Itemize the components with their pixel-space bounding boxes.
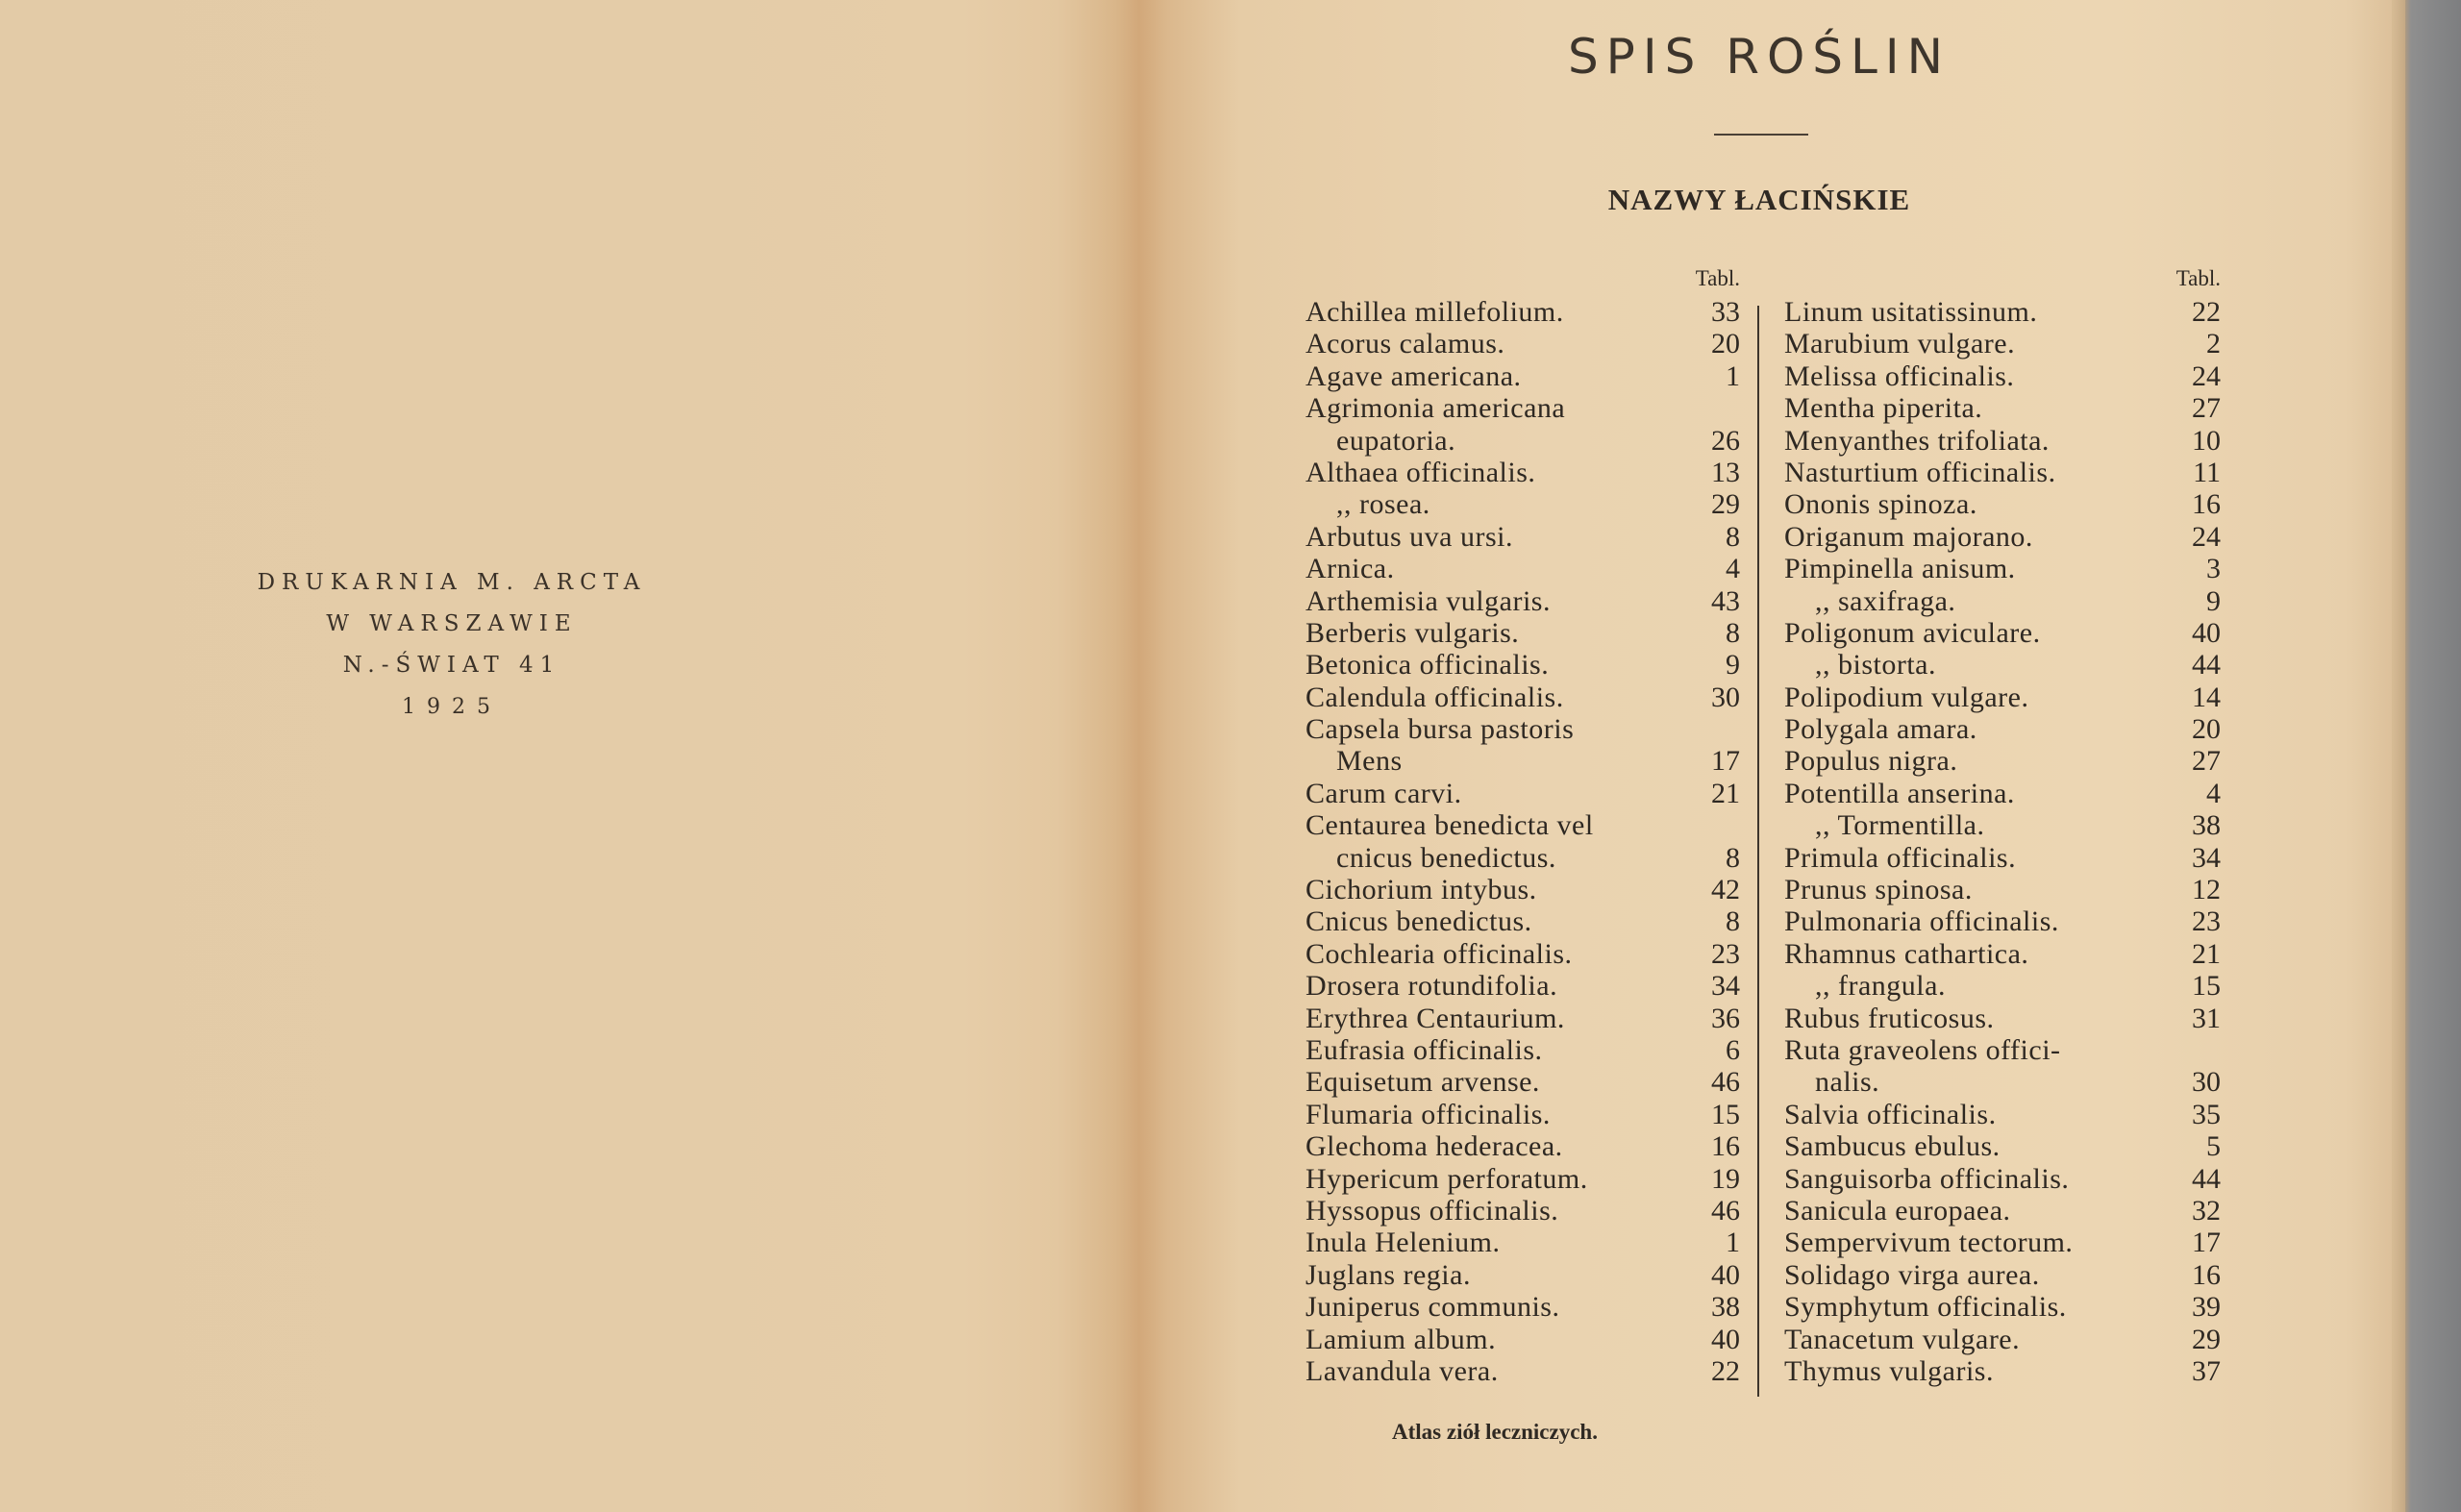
index-entry	[1784, 905, 2221, 937]
index-entry	[1305, 1066, 1740, 1098]
plate-number: 20	[2192, 713, 2221, 746]
plant-name: Capsela bursa pastoris	[1305, 713, 1575, 746]
index-entry	[1305, 296, 1740, 328]
index-entry	[1784, 1034, 2221, 1066]
index-entry	[1305, 1163, 1740, 1195]
plant-name: Sanicula europaea.	[1784, 1194, 2011, 1227]
index-entry	[1305, 1034, 1740, 1066]
plate-number: 14	[2192, 681, 2221, 713]
imprint-city: W WARSZAWIE	[326, 611, 578, 636]
plate-number: 31	[2192, 1002, 2221, 1034]
index-entry	[1305, 745, 1740, 777]
plant-name: ,, Tormentilla.	[1815, 809, 1985, 842]
plate-number: 40	[2192, 616, 2221, 649]
plate-number: 39	[2192, 1291, 2221, 1324]
plate-number: 6	[1726, 1033, 1740, 1066]
index-entry	[1784, 1130, 2221, 1162]
index-entry	[1305, 842, 1740, 874]
index-entry	[1784, 1195, 2221, 1227]
plant-name: Ononis spinoza.	[1784, 488, 1977, 521]
plant-name: Hypericum perforatum.	[1305, 1162, 1588, 1195]
plant-name: Populus nigra.	[1784, 745, 1958, 778]
plate-number: 11	[2193, 456, 2221, 488]
index-entry	[1784, 649, 2221, 681]
plant-name: Calendula officinalis.	[1305, 681, 1564, 713]
index-entry	[1305, 328, 1740, 359]
plate-number: 44	[2192, 1162, 2221, 1195]
index-entry	[1784, 874, 2221, 905]
index-entry	[1784, 938, 2221, 970]
index-entry	[1305, 1195, 1740, 1227]
plate-number: 16	[1711, 1130, 1740, 1163]
plate-number: 34	[2192, 841, 2221, 874]
index-entry	[1305, 905, 1740, 937]
plant-name: Solidago virga aurea.	[1784, 1258, 2040, 1291]
plant-name: Pimpinella anisum.	[1784, 553, 2016, 585]
plate-number: 30	[2192, 1066, 2221, 1099]
plant-name: Carum carvi.	[1305, 777, 1462, 809]
plate-number: 35	[2192, 1098, 2221, 1130]
plant-name: Thymus vulgaris.	[1784, 1354, 1994, 1387]
plate-number: 8	[1726, 520, 1740, 553]
plant-name: ,, bistorta.	[1815, 649, 1936, 682]
plate-number: 46	[1711, 1066, 1740, 1099]
plate-number: 23	[1711, 937, 1740, 970]
index-entry	[1784, 682, 2221, 713]
index-entry	[1305, 1355, 1740, 1387]
plant-name: Cichorium intybus.	[1305, 874, 1537, 906]
index-entry	[1305, 1130, 1740, 1162]
index-entry	[1784, 425, 2221, 457]
imprint-year: 1925	[402, 695, 502, 719]
plant-name: Berberis vulgaris.	[1305, 616, 1520, 649]
plant-name: Eufrasia officinalis.	[1305, 1033, 1543, 1066]
index-entry	[1784, 360, 2221, 392]
plant-name: Melissa officinalis.	[1784, 359, 2015, 392]
plant-name: Potentilla anserina.	[1784, 777, 2015, 809]
plate-number: 38	[1711, 1291, 1740, 1324]
index-entry	[1784, 585, 2221, 617]
plant-name: Rubus fruticosus.	[1784, 1002, 1995, 1034]
plant-name: Lamium album.	[1305, 1323, 1497, 1355]
plate-number: 15	[2192, 970, 2221, 1003]
index-entry	[1305, 553, 1740, 584]
index-entry	[1305, 1099, 1740, 1130]
title-rule	[1714, 134, 1808, 136]
page-edge	[2392, 0, 2405, 1512]
plate-number: 27	[2192, 745, 2221, 778]
index-entry	[1784, 713, 2221, 745]
index-entry	[1305, 649, 1740, 681]
index-entry	[1784, 745, 2221, 777]
plate-number: 21	[2192, 937, 2221, 970]
plant-name: Salvia officinalis.	[1784, 1098, 1997, 1130]
index-entry	[1305, 457, 1740, 488]
index-entry	[1305, 585, 1740, 617]
index-entry	[1305, 488, 1740, 520]
plate-number: 42	[1711, 874, 1740, 906]
plant-name: Agrimonia americana	[1305, 392, 1566, 425]
index-entry	[1784, 488, 2221, 520]
index-entry	[1784, 1355, 2221, 1387]
plant-name: ,, saxifraga.	[1815, 584, 1956, 617]
plate-number: 4	[1726, 553, 1740, 585]
imprint-printer: DRUKARNIA M. ARCTA	[257, 570, 647, 595]
plate-number: 17	[1711, 745, 1740, 778]
plate-number: 44	[2192, 649, 2221, 682]
index-entry	[1784, 1227, 2221, 1258]
plate-number: 37	[2192, 1354, 2221, 1387]
plate-number: 8	[1726, 616, 1740, 649]
index-entry	[1784, 842, 2221, 874]
index-entry	[1305, 1003, 1740, 1034]
plant-name: Polipodium vulgare.	[1784, 681, 2029, 713]
plant-name: Symphytum officinalis.	[1784, 1291, 2067, 1324]
imprint-address: N.-ŚWIAT 41	[342, 653, 561, 678]
index-entry	[1784, 457, 2221, 488]
page-title: SPIS ROŚLIN	[1567, 29, 1951, 85]
plant-name: Ruta graveolens offici-	[1784, 1033, 2061, 1066]
index-entry	[1784, 328, 2221, 359]
index-entry	[1784, 1259, 2221, 1291]
plate-number: 16	[2192, 1258, 2221, 1291]
plate-number: 24	[2192, 359, 2221, 392]
plant-name: Marubium vulgare.	[1784, 328, 2016, 360]
plant-name: Polygala amara.	[1784, 713, 1977, 746]
plant-name: Juglans regia.	[1305, 1258, 1471, 1291]
plate-number: 2	[2206, 328, 2221, 360]
index-entry	[1305, 521, 1740, 553]
column-header-tabl: Tabl.	[2175, 266, 2221, 290]
page-footer: Atlas ziół leczniczych.	[1392, 1420, 1598, 1444]
plant-name: Agave americana.	[1305, 359, 1522, 392]
index-entry	[1305, 713, 1740, 745]
printer-imprint	[183, 562, 721, 728]
index-entry	[1784, 1324, 2221, 1355]
index-entry	[1305, 809, 1740, 841]
plant-name: cnicus benedictus.	[1336, 841, 1556, 874]
plant-name: Sambucus ebulus.	[1784, 1130, 2001, 1163]
column-divider	[1757, 306, 1759, 1397]
plant-name: Erythrea Centaurium.	[1305, 1002, 1565, 1034]
index-entry	[1784, 521, 2221, 553]
plant-name: Mens	[1336, 745, 1403, 778]
plate-number: 13	[1711, 456, 1740, 488]
plant-name: Inula Helenium.	[1305, 1227, 1501, 1259]
index-entry	[1784, 1163, 2221, 1195]
plate-number: 20	[1711, 328, 1740, 360]
plate-number: 9	[1726, 649, 1740, 682]
plate-number: 22	[1711, 1354, 1740, 1387]
plant-name: Juniperus communis.	[1305, 1291, 1560, 1324]
plate-number: 30	[1711, 681, 1740, 713]
index-entry	[1305, 938, 1740, 970]
plant-name: Rhamnus cathartica.	[1784, 937, 2029, 970]
plate-number: 16	[2192, 488, 2221, 521]
index-entry	[1784, 1099, 2221, 1130]
plate-number: 26	[1711, 424, 1740, 457]
plant-name: Primula officinalis.	[1784, 841, 2017, 874]
column-header-tabl: Tabl.	[1695, 266, 1740, 290]
plant-name: Althaea officinalis.	[1305, 456, 1536, 488]
plant-name: Centaurea benedicta vel	[1305, 809, 1594, 842]
plate-number: 29	[1711, 488, 1740, 521]
index-entry	[1305, 682, 1740, 713]
index-entry	[1305, 874, 1740, 905]
plate-number: 43	[1711, 584, 1740, 617]
plate-number: 4	[2206, 777, 2221, 809]
plate-number: 1	[1726, 1227, 1740, 1259]
plant-name: Flumaria officinalis.	[1305, 1098, 1551, 1130]
plate-number: 33	[1711, 296, 1740, 328]
index-entry	[1305, 392, 1740, 424]
plate-number: 9	[2206, 584, 2221, 617]
plant-name: Arbutus uva ursi.	[1305, 520, 1513, 553]
plant-name: ,, frangula.	[1815, 970, 1946, 1003]
plant-name: Sanguisorba officinalis.	[1784, 1162, 2070, 1195]
plate-number: 40	[1711, 1323, 1740, 1355]
section-subtitle: NAZWY ŁACIŃSKIE	[1607, 183, 1911, 216]
plant-name: Sempervivum tectorum.	[1784, 1227, 2074, 1259]
index-entry	[1784, 1066, 2221, 1098]
plate-number: 21	[1711, 777, 1740, 809]
index-column-left	[1305, 261, 1740, 1387]
plate-number: 46	[1711, 1194, 1740, 1227]
plant-name: Nasturtium officinalis.	[1784, 456, 2056, 488]
plant-name: Drosera rotundifolia.	[1305, 970, 1558, 1003]
index-entry	[1305, 1227, 1740, 1258]
plant-name: Poligonum aviculare.	[1784, 616, 2041, 649]
plate-number: 23	[2192, 905, 2221, 938]
plate-number: 36	[1711, 1002, 1740, 1034]
index-entry	[1784, 778, 2221, 809]
index-entry	[1784, 392, 2221, 424]
plate-number: 38	[2192, 809, 2221, 842]
plant-name: Arthemisia vulgaris.	[1305, 584, 1551, 617]
plant-name: Cochlearia officinalis.	[1305, 937, 1573, 970]
index-entry	[1305, 617, 1740, 649]
index-entry	[1784, 617, 2221, 649]
index-column-right	[1784, 261, 2221, 1387]
plate-number: 3	[2206, 553, 2221, 585]
plate-number: 29	[2192, 1323, 2221, 1355]
plant-name: eupatoria.	[1336, 424, 1456, 457]
plant-name: Pulmonaria officinalis.	[1784, 905, 2059, 938]
plate-number: 8	[1726, 905, 1740, 938]
plate-number: 40	[1711, 1258, 1740, 1291]
index-entry	[1784, 970, 2221, 1002]
plant-name: Prunus spinosa.	[1784, 874, 1973, 906]
plate-number: 34	[1711, 970, 1740, 1003]
plant-name: Cnicus benedictus.	[1305, 905, 1532, 938]
plate-number: 27	[2192, 392, 2221, 425]
index-entry	[1305, 970, 1740, 1002]
plant-name: Acorus calamus.	[1305, 328, 1505, 360]
plant-name: Linum usitatissinum.	[1784, 296, 2038, 328]
index-entry	[1305, 360, 1740, 392]
plate-number: 5	[2206, 1130, 2221, 1163]
index-entry	[1784, 296, 2221, 328]
plant-name: Origanum majorano.	[1784, 520, 2033, 553]
index-entry	[1305, 778, 1740, 809]
plate-number: 17	[2192, 1227, 2221, 1259]
plant-name: nalis.	[1815, 1066, 1880, 1099]
index-entry	[1305, 425, 1740, 457]
plant-name: Glechoma hederacea.	[1305, 1130, 1563, 1163]
index-entry	[1784, 1003, 2221, 1034]
plant-name: ,, rosea.	[1336, 488, 1430, 521]
plant-name: Achillea millefolium.	[1305, 296, 1564, 328]
plant-name: Betonica officinalis.	[1305, 649, 1550, 682]
plate-number: 12	[2192, 874, 2221, 906]
plate-number: 19	[1711, 1162, 1740, 1195]
plate-number: 24	[2192, 520, 2221, 553]
index-entry	[1305, 1259, 1740, 1291]
index-entry	[1305, 1324, 1740, 1355]
index-entry	[1784, 809, 2221, 841]
plant-name: Tanacetum vulgare.	[1784, 1323, 2021, 1355]
plant-name: Menyanthes trifoliata.	[1784, 424, 2050, 457]
plate-number: 32	[2192, 1194, 2221, 1227]
plate-number: 10	[2192, 424, 2221, 457]
plant-name: Equisetum arvense.	[1305, 1066, 1540, 1099]
plant-name: Hyssopus officinalis.	[1305, 1194, 1559, 1227]
plate-number: 1	[1726, 359, 1740, 392]
plant-name: Arnica.	[1305, 553, 1395, 585]
plant-name: Mentha piperita.	[1784, 392, 1983, 425]
plate-number: 22	[2192, 296, 2221, 328]
index-entry	[1784, 553, 2221, 584]
plant-name: Lavandula vera.	[1305, 1354, 1499, 1387]
index-entry	[1784, 1291, 2221, 1323]
plate-number: 15	[1711, 1098, 1740, 1130]
index-entry	[1305, 1291, 1740, 1323]
plate-number: 8	[1726, 841, 1740, 874]
